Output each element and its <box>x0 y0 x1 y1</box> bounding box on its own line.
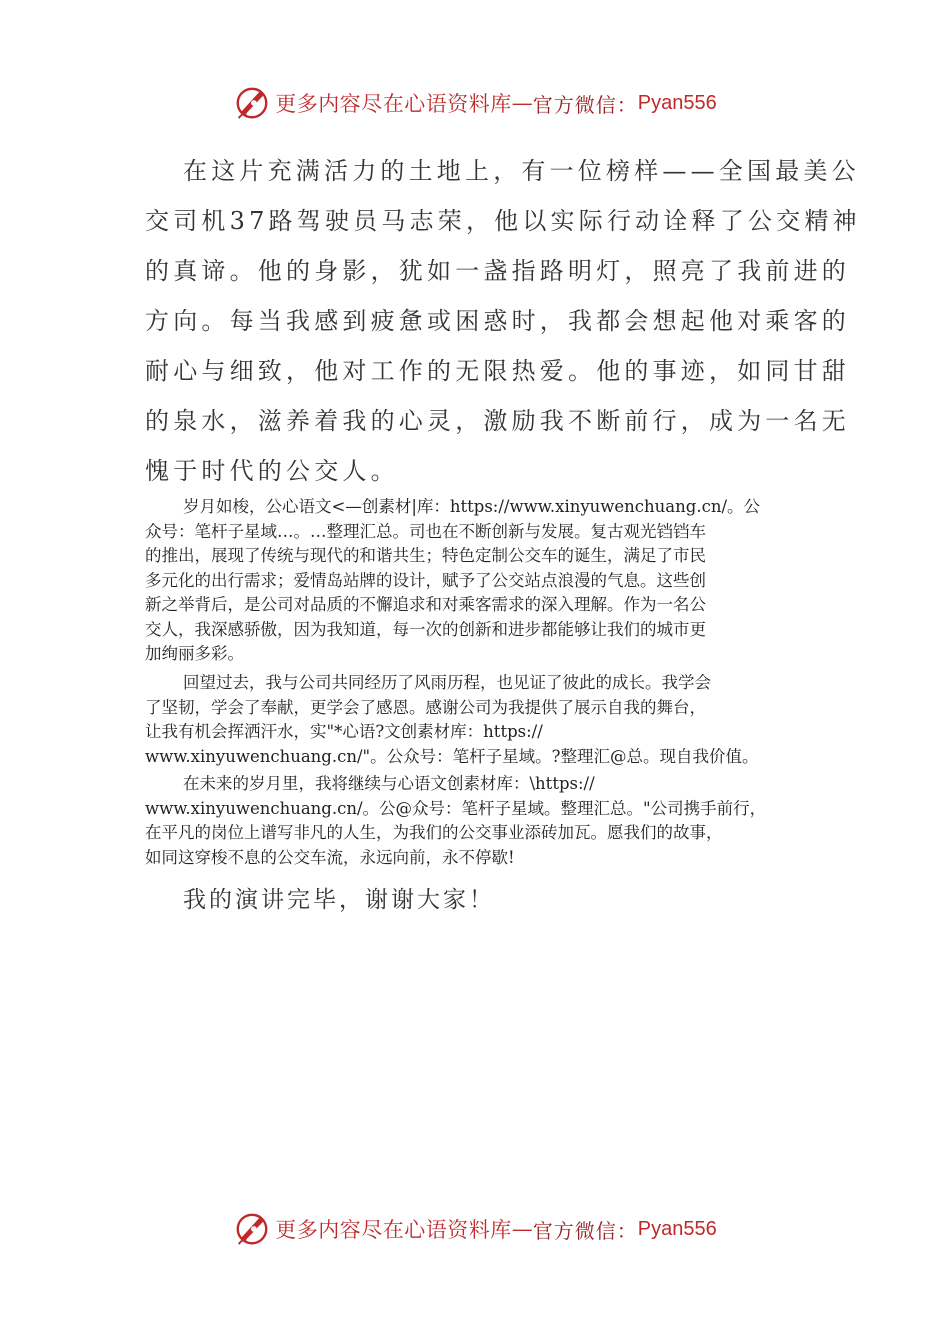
paragraph-line: 在这片充满活力的土地上，有一位榜样——全国最美公 <box>183 157 860 185</box>
pen-logo-icon <box>233 1210 271 1248</box>
paragraph-1 <box>145 146 861 496</box>
paragraph-3 <box>145 671 810 769</box>
paragraph-line: 新之举背后，是公司对品质的不懈追求和对乘客需求的深入理解。作为一名公 <box>145 595 706 614</box>
header-banner <box>0 84 950 122</box>
paragraph-line: 交司机37路驾驶员马志荣，他以实际行动诠释了公交精神 <box>145 207 861 235</box>
paragraph-line: 回望过去，我与公司共同经历了风雨历程，也见证了彼此的成长。我学会 <box>183 673 711 692</box>
closing-line: 我的演讲完毕，谢谢大家！ <box>183 887 495 913</box>
paragraph-line: 多元化的出行需求；爱情岛站牌的设计，赋予了公交站点浪漫的气息。这些创 <box>145 570 706 590</box>
paragraph-line: 让我有机会挥洒汗水，实"*心语?文创素材库：https:// <box>145 722 543 741</box>
paragraph-line: 如同这穿梭不息的公交车流，永远向前，永不停歇! <box>145 847 515 867</box>
paragraph-line: 的真谛。他的身影，犹如一盏指路明灯，照亮了我前进的 <box>145 257 850 285</box>
banner-left-text: 更多内容尽在心语资料库 <box>275 92 512 116</box>
banner-wechat-id: Pyan556 <box>637 1217 717 1240</box>
paragraph-line: 众号：笔杆子星域…。…整理汇总。司也在不断创新与发展。复古观光铛铛车 <box>145 521 706 541</box>
banner-wechat-id: Pyan556 <box>637 91 717 114</box>
paragraph-2 <box>145 495 810 667</box>
pen-logo-icon <box>233 84 271 122</box>
banner-dash: — <box>511 91 533 115</box>
paragraph-line: 交人，我深感骄傲，因为我知道，每一次的创新和进步都能够让我们的城市更 <box>145 619 706 639</box>
paragraph-line: www.xinyuwenchuang.cn/"。公众号：笔杆子星域。?整理汇@总。现自我价值。 <box>145 746 759 766</box>
paragraph-line: 耐心与细致，他对工作的无限热爱。他的事迹，如同甘甜 <box>145 357 850 385</box>
paragraph-line: 的泉水，滋养着我的心灵，激励我不断前行，成为一名无 <box>145 407 850 435</box>
paragraph-line: 了坚韧，学会了奉献，更学会了感恩。感谢公司为我提供了展示自我的舞台， <box>145 697 706 717</box>
paragraph-line: 方向。每当我感到疲惫或困惑时，我都会想起他对乘客的 <box>145 307 850 335</box>
paragraph-line: www.xinyuwenchuang.cn/。公@众号：笔杆子星域。整理汇总。"公司携手前行， <box>145 798 767 818</box>
paragraph-line: 加绚丽多彩。 <box>145 644 244 663</box>
banner-dash: — <box>511 1217 533 1241</box>
banner-right-text: 官方微信： <box>532 1218 638 1243</box>
paragraph-line: 愧于时代的公交人。 <box>145 457 399 485</box>
paragraph-line: 的推出，展现了传统与现代的和谐共生；特色定制公交车的诞生，满足了市民 <box>145 546 706 565</box>
banner-right-text: 官方微信： <box>532 92 638 117</box>
paragraph-line: 在未来的岁月里，我将继续与心语文创素材库：\https:// <box>183 774 595 793</box>
footer-banner <box>0 1210 950 1248</box>
banner-left-text: 更多内容尽在心语资料库 <box>275 1218 512 1242</box>
paragraph-line: 在平凡的岗位上谱写非凡的人生，为我们的公交事业添砖加瓦。愿我们的故事， <box>145 823 723 842</box>
paragraph-4 <box>145 772 810 870</box>
paragraph-line: 岁月如梭，公心语文<—创素材|库：https://www.xinyuwenchuang.cn/。公 <box>183 497 761 516</box>
